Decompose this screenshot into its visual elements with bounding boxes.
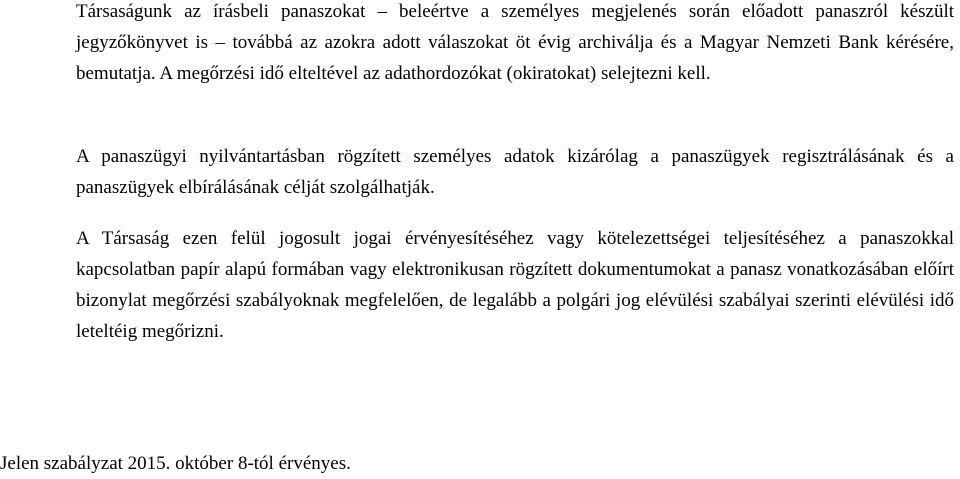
paragraph-archiving: Társaságunk az írásbeli panaszokat – beleértve a személyes megjelenés során előadott panaszról készült jegyzőkönyvet is – továbbá az azokra adott válaszokat öt évig archiválja és a Magyar Nemzeti Bank kérésére, bemutatja. A megőrzési idő elteltével az adathordozókat (okiratokat) selejtezni kell.: [76, 1, 954, 84]
validity-footer: Jelen szabályzat 2015. október 8-tól érvényes.: [0, 453, 351, 474]
paragraph-personal-data: A panaszügyi nyilvántartásban rögzített személyes adatok kizárólag a panaszügyek regisztrálásának és a panaszügyek elbírálásának célját szolgálhatják.: [76, 146, 954, 198]
paragraph-retention: A Társaság ezen felül jogosult jogai érvényesítéséhez vagy kötelezettségei teljesítéséhez a panaszokkal kapcsolatban papír alapú formában vagy elektronikusan rögzített dokumentumokat a panasz vonatkozásában előírt bizonylat megőrzési szabályoknak megfelelően, de legalább a polgári jog elévülési szabályai szerinti elévülési idő leteltéig megőrizni.: [76, 228, 954, 342]
